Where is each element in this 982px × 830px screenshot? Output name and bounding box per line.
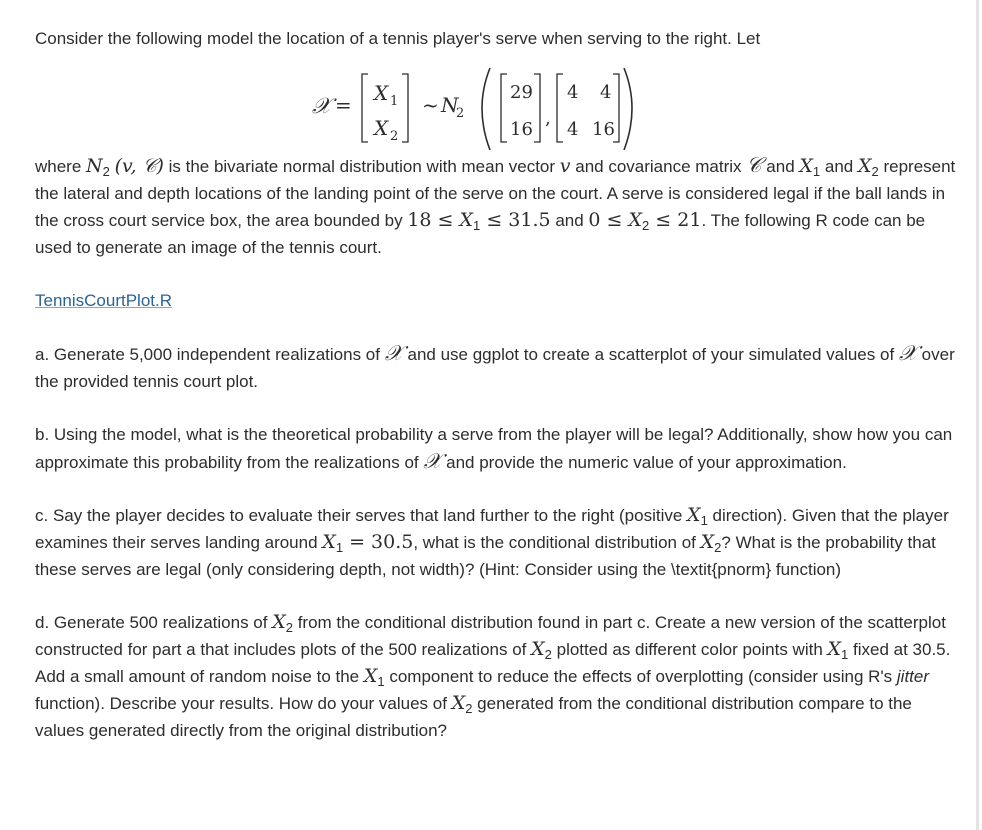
intro-paragraph: Consider the following model the location of a tennis player's serve when serving to the right. Let bbox=[35, 29, 761, 48]
vector-bracket-left bbox=[362, 74, 368, 142]
cov-12: 4 bbox=[600, 82, 612, 103]
paren-right bbox=[624, 68, 632, 150]
eq-equals: = bbox=[335, 93, 352, 117]
eq-comma: , bbox=[545, 108, 551, 129]
vec-top: X bbox=[374, 81, 389, 105]
mean-bracket-right bbox=[534, 74, 540, 142]
paren-left bbox=[482, 68, 490, 150]
vector-bracket-right bbox=[402, 74, 408, 142]
part-d-paragraph: d. Generate 500 realizations of $X_2$ from the conditional distribution found in part c. Create a new version of the scatterplot constructed for part a that includes plots of the 500 realizations of $X_2$ plotted as different color points with $X_1$ fixed at 30.5. Add a small amount of random noise to the $X_1$ component to reduce the effects of overplotting (consider using R's jitter function). Describe your results. How do your values of $X_2$ generated from the conditional distribution compare to the values generated directly from the original distribution? bbox=[35, 611, 951, 740]
cov-bracket-left bbox=[557, 74, 563, 142]
part-c-paragraph: c. Say the player decides to evaluate their serves that land further to the right (positive $X_1$ direction). Given that the player examines their serves landing around $X_1 = 30.5$, what is the conditional distribution of $X_2$? What is the probability that these serves are legal (only considering depth, not width)? (Hint: Consider using the \textit{pnorm} function) bbox=[35, 504, 949, 579]
vec-bottom: X bbox=[374, 116, 389, 140]
vec-top-sub: 1 bbox=[390, 94, 399, 109]
cov-21: 4 bbox=[567, 119, 579, 140]
eq-dist-sub: 2 bbox=[456, 106, 465, 121]
where-paragraph: where $N_2$ (v, 𝒞) is the bivariate normal distribution with mean vector v and covariance matrix 𝒞 and $X_1$ and $X_2$ represent the lateral and depth locations of the landing point of the serve on the court. A serve is considered legal if the ball lands in the cross court service box, the area bounded by $18 \le X_1 \le 31.5$ and $0 \le X_2 \le 21$. The following R code can be used to generate an image of the tennis court. bbox=[35, 153, 956, 257]
cov-22: 16 bbox=[592, 119, 615, 140]
mean-top: 29 bbox=[510, 82, 533, 103]
eq-dist-name: N bbox=[441, 93, 459, 117]
equation-svg bbox=[310, 60, 690, 150]
vec-bottom-sub: 2 bbox=[390, 129, 399, 144]
mean-bracket-left bbox=[501, 74, 507, 142]
eq-tilde: ~ bbox=[422, 93, 439, 117]
part-a-paragraph: a. Generate 5,000 independent realizations of 𝒳 and use ggplot to create a scatterplot of your simulated values of 𝒳 over the provided tennis court plot. bbox=[35, 341, 955, 391]
eq-lhs: 𝒳 bbox=[312, 94, 331, 119]
mean-bottom: 16 bbox=[510, 119, 533, 140]
document-body bbox=[35, 22, 960, 744]
part-b-paragraph: b. Using the model, what is the theoretical probability a serve from the player will be legal? Additionally, show how you can approximate this probability from the realizations of 𝒳 and provide the numeric value of your approximation. bbox=[35, 425, 953, 473]
tennis-court-plot-link[interactable]: TennisCourtPlot.R bbox=[35, 291, 173, 310]
model-equation bbox=[35, 52, 960, 152]
cov-11: 4 bbox=[567, 82, 579, 103]
